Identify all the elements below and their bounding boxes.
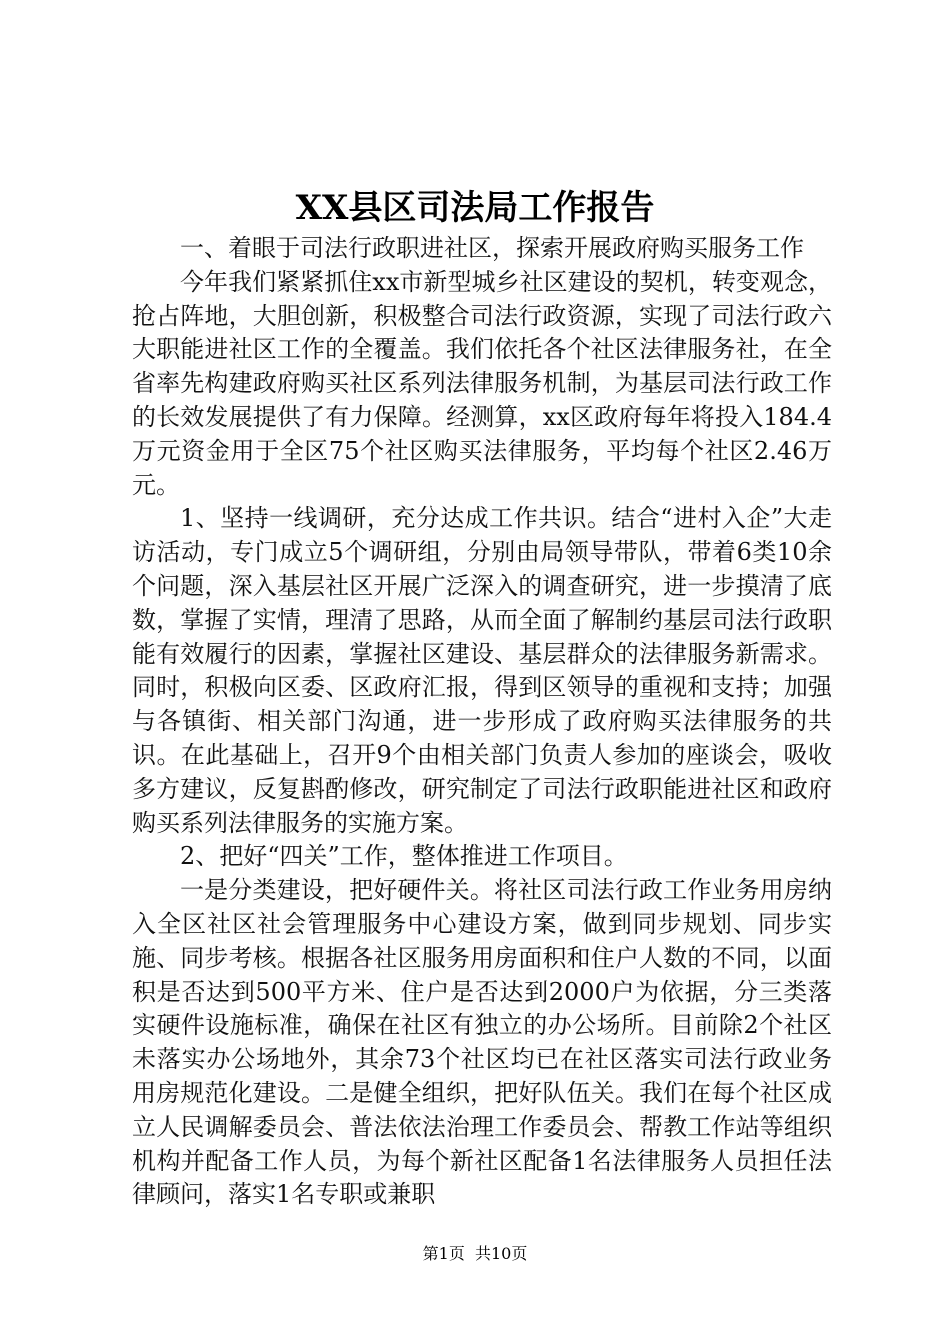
body-paragraph: 一是分类建设，把好硬件关。将社区司法行政工作业务用房纳入全区社区社会管理服务中心建设方案，做到同步规划、同步实施、同步考核。根据各社区服务用房面积和住户人数的不同，以面积是否达到500平方米、住户是否达到2000户为依据，分三类落实硬件设施标准，确保在社区有独立的办公场所。目前除2个社区未落实办公场地外，其余73个社区均已在社区落实司法行政业务用房规范化建设。二是健全组织，把好队伍关。我们在每个社区成立人民调解委员会、普法依法治理工作委员会、帮教工作站等组织机构并配备工作人员，为每个新社区配备1名法律服务人员担任法律顾问，落实1名专职或兼职: [132, 876, 832, 1209]
subheading-paragraph: 2、把好“四关”工作，整体推进工作项目。: [180, 842, 628, 871]
body-paragraph: 今年我们紧紧抓住xx市新型城乡社区建设的契机，转变观念，抢占阵地，大胆创新，积极整合司法行政资源，实现了司法行政六大职能进社区工作的全覆盖。我们依托各个社区法律服务社，在全省率先构建政府购买社区系列法律服务机制，为基层司法行政工作的长效发展提供了有力保障。经测算，xx区政府每年将投入184.4万元资金用于全区75个社区购买法律服务，平均每个社区2.46万元。: [132, 267, 832, 499]
page-footer: [0, 1243, 950, 1265]
page-number-label: 第1页 共10页: [422, 1244, 528, 1263]
body-paragraph: 1、坚持一线调研，充分达成工作共识。结合“进村入企”大走访活动，专门成立5个调研组，分别由局领导带队，带着6类10余个问题，深入基层社区开展广泛深入的调查研究，进一步摸清了底数，掌握了实情，理清了思路，从而全面了解制约基层司法行政职能有效履行的因素，掌握社区建设、基层群众的法律服务新需求。同时，积极向区委、区政府汇报，得到区领导的重视和支持；加强与各镇街、相关部门沟通，进一步形成了政府购买法律服务的共识。在此基础上，召开9个由相关部门负责人参加的座谈会，吸收多方建议，反复斟酌修改，研究制定了司法行政职能进社区和政府购买系列法律服务的实施方案。: [132, 504, 832, 837]
heading-paragraph: 一、着眼于司法行政职进社区，探索开展政府购买服务工作: [180, 234, 804, 262]
document-body: [132, 232, 832, 1212]
document-title: XX县区司法局工作报告: [295, 188, 655, 228]
